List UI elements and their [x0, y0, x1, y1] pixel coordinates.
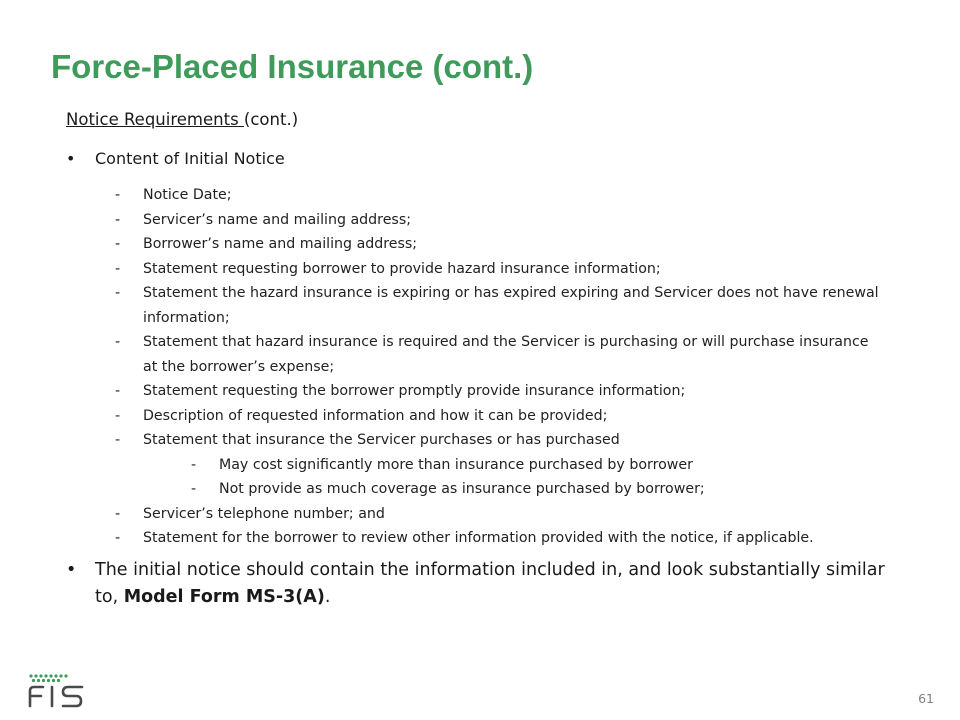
list-item: [115, 428, 886, 502]
fis-logo: [28, 672, 98, 708]
dash-icon: -: [115, 505, 121, 522]
list-item-text: Statement that hazard insurance is required and the Servicer is purchasing or will purchase insurance at the borrower’s expense;: [143, 334, 869, 375]
bullet-end: .: [324, 586, 331, 607]
page-number: 61: [918, 691, 934, 706]
list-item-text: Statement the hazard insurance is expiring or has expired expiring and Servicer does not have renewal information;: [143, 285, 879, 326]
list-item: [115, 281, 886, 330]
section-subheading: [66, 110, 886, 129]
dash-icon: -: [115, 187, 121, 203]
bullet-model-form: [66, 557, 886, 611]
list-item: [115, 502, 886, 527]
page-title: Force-Placed Insurance (cont.): [51, 48, 534, 85]
bullet-text: The initial notice should contain the information included in, and look substantially similar to,: [95, 559, 885, 607]
nested-list: [143, 453, 886, 502]
dash-icon: -: [115, 407, 121, 424]
list-item-text: Servicer’s telephone number; and: [143, 505, 385, 522]
bullet-text: Content of Initial Notice: [95, 149, 285, 168]
list-item: [115, 257, 886, 282]
list-item: [115, 526, 886, 551]
dash-icon: -: [191, 456, 197, 473]
dash-icon: -: [191, 481, 197, 497]
subheading-underlined: Notice Requirements: [66, 110, 244, 129]
list-item-text: Servicer’s name and mailing address;: [143, 211, 411, 228]
dash-icon: -: [115, 530, 121, 546]
logo-text: FIS: [28, 672, 30, 673]
list-item: [115, 232, 886, 257]
nested-list-item: [191, 453, 886, 478]
list-item-text: Description of requested information and how it can be provided;: [143, 407, 608, 424]
dash-icon: -: [115, 432, 121, 448]
list-item-text: Notice Date;: [143, 187, 232, 203]
list-item: [115, 330, 886, 379]
list-item-text: Borrower’s name and mailing address;: [143, 236, 418, 252]
list-item-text: Statement that insurance the Servicer purchases or has purchased: [143, 432, 620, 448]
nested-list-item-text: Not provide as much coverage as insurance purchased by borrower;: [219, 481, 705, 497]
list-item: [115, 379, 886, 404]
bullet-icon: •: [66, 149, 76, 168]
nested-list-item: [191, 477, 886, 502]
dash-icon: -: [115, 383, 121, 399]
list-item: [115, 183, 886, 208]
nested-list-item-text: May cost significantly more than insurance purchased by borrower: [219, 456, 693, 473]
notice-content-list: [66, 183, 886, 551]
logo-dots: [29, 674, 67, 682]
list-item: [115, 208, 886, 233]
bullet-content-of-initial-notice: [66, 147, 886, 171]
list-item-text: Statement requesting borrower to provide hazard insurance information;: [143, 260, 661, 277]
list-item-text: Statement requesting the borrower promptly provide insurance information;: [143, 383, 686, 399]
subheading-rest: (cont.): [243, 110, 299, 129]
dash-icon: -: [115, 285, 121, 301]
dash-icon: -: [115, 211, 121, 228]
list-item: [115, 404, 886, 429]
list-item-text: Statement for the borrower to review other information provided with the notice, if applicable.: [143, 530, 814, 546]
dash-icon: -: [115, 334, 121, 350]
model-form-reference: Model Form MS-3(A): [123, 586, 325, 607]
dash-icon: -: [115, 236, 121, 252]
dash-icon: -: [115, 260, 121, 277]
logo-letters: [30, 687, 82, 706]
slide-body: [66, 110, 886, 611]
bullet-icon: •: [66, 559, 77, 580]
